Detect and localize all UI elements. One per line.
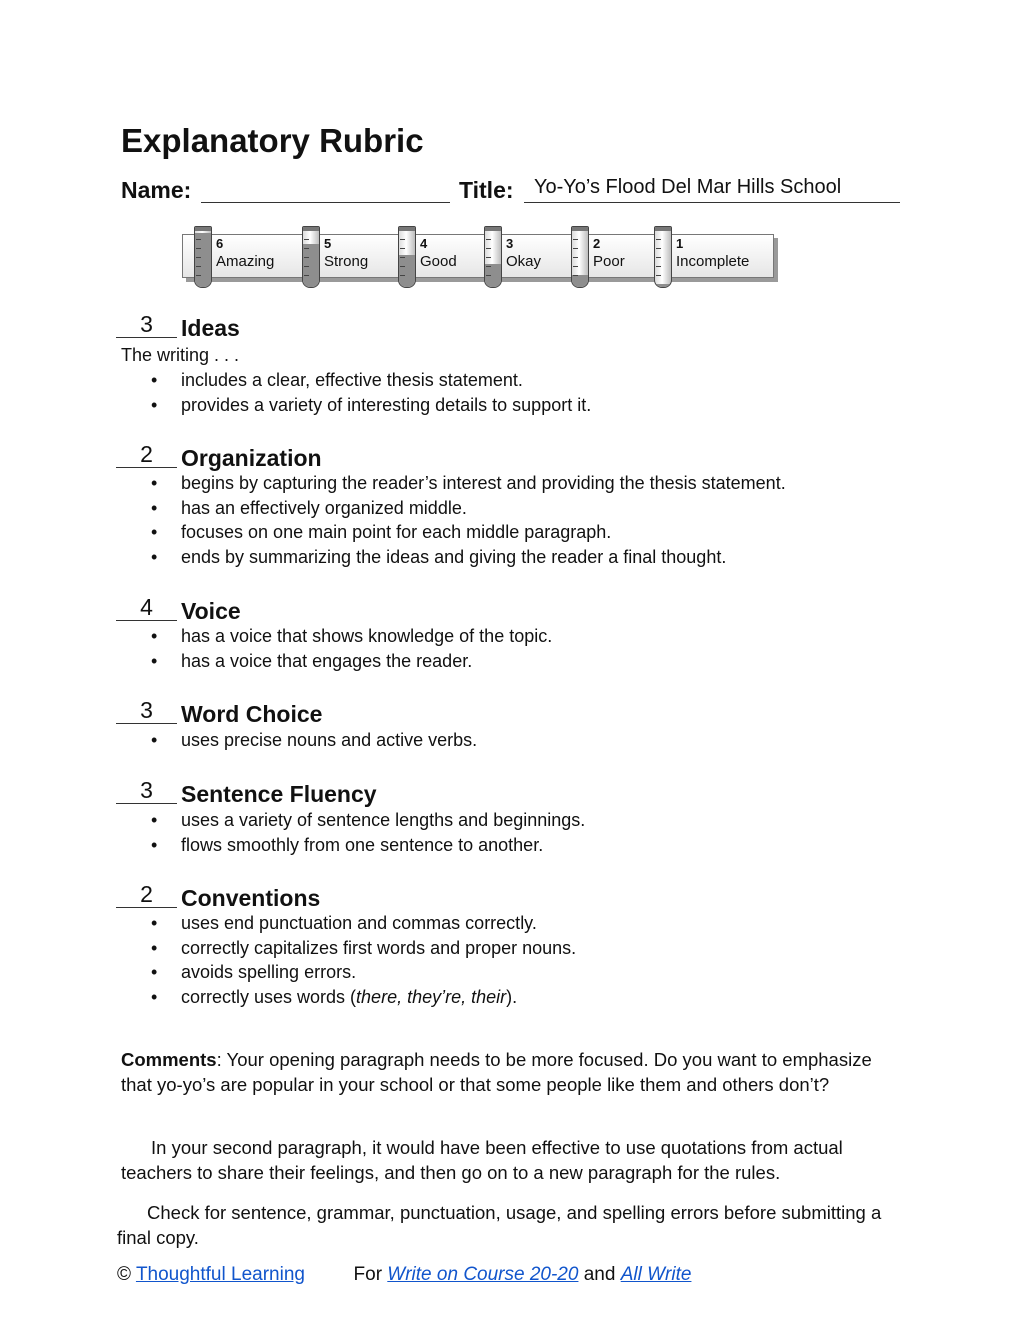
score-field[interactable]: 4 <box>116 594 177 621</box>
rating-word: Poor <box>593 253 625 270</box>
comments-paragraph <box>121 1047 901 1097</box>
copyright-symbol: © <box>117 1264 131 1285</box>
score-field[interactable]: 3 <box>116 697 177 724</box>
rating-number: 6 <box>216 236 224 251</box>
rating-word: Good <box>420 253 457 270</box>
score-field[interactable]: 2 <box>116 441 177 468</box>
section-title: Conventions <box>181 885 321 911</box>
score-field[interactable]: 3 <box>116 777 177 804</box>
rating-tube-icon <box>654 226 672 288</box>
rating-number: 2 <box>593 236 601 251</box>
criteria-item: • uses a variety of sentence lengths and beginnings. <box>181 808 585 833</box>
section-title: Sentence Fluency <box>181 781 377 807</box>
criteria-list <box>181 471 786 569</box>
name-field[interactable] <box>201 201 450 203</box>
rating-word: Okay <box>506 253 542 270</box>
comments-paragraph-3: Check for sentence, grammar, punctuation, usage, and spelling errors before submitting a final copy. <box>117 1202 882 1248</box>
criteria-item: • uses end punctuation and commas correctly. <box>181 911 576 936</box>
write-on-course-link[interactable]: Write on Course 20-20 <box>387 1264 579 1285</box>
criteria-item: • correctly capitalizes first words and proper nouns. <box>181 936 576 961</box>
comments-text: : Your opening paragraph needs to be more focused. Do you want to emphasize that yo-yo’s are popular in your school or that some people like them and others don’t? <box>121 1049 872 1095</box>
criteria-list <box>181 911 576 1009</box>
rating-tube-icon <box>571 226 589 288</box>
criteria-item: • begins by capturing the reader’s interest and providing the thesis statement. <box>181 471 786 496</box>
criteria-item: • flows smoothly from one sentence to another. <box>181 833 585 858</box>
all-write-link[interactable]: All Write <box>620 1264 692 1285</box>
section-intro: The writing . . . <box>121 345 240 365</box>
criteria-item: • has an effectively organized middle. <box>181 496 786 521</box>
criteria-item: • uses precise nouns and active verbs. <box>181 728 477 753</box>
section-title: Organization <box>181 445 322 471</box>
criteria-item-italic: there, they’re, their <box>356 986 507 1007</box>
criteria-item-suffix: ). <box>506 986 518 1007</box>
criteria-item: • avoids spelling errors. <box>181 960 576 985</box>
rating-number: 3 <box>506 236 514 251</box>
criteria-list <box>181 368 591 417</box>
thoughtful-learning-link[interactable]: Thoughtful Learning <box>135 1264 305 1285</box>
rating-number: 4 <box>420 236 428 251</box>
criteria-item: • ends by summarizing the ideas and giving the reader a final thought. <box>181 545 786 570</box>
section-title: Word Choice <box>181 701 323 727</box>
rating-tube-icon <box>484 226 502 288</box>
score-field[interactable]: 3 <box>116 311 177 338</box>
rating-word: Amazing <box>216 253 275 270</box>
section-title: Voice <box>181 598 241 624</box>
rating-word: Strong <box>324 253 369 270</box>
criteria-item: • includes a clear, effective thesis statement. <box>181 368 591 393</box>
criteria-item: • has a voice that engages the reader. <box>181 649 552 674</box>
criteria-item: • focuses on one main point for each middle paragraph. <box>181 520 786 545</box>
criteria-item-prefix: correctly uses words ( <box>181 986 357 1007</box>
title-value: Yo-Yo’s Flood Del Mar Hills School <box>534 176 842 198</box>
title-label: Title: <box>459 177 514 203</box>
rating-number: 5 <box>324 236 332 251</box>
footer-and-text: and <box>583 1264 616 1285</box>
criteria-list <box>181 624 552 673</box>
rating-tube-icon <box>398 226 416 288</box>
criteria-list <box>181 808 585 857</box>
footer-for-text: For <box>353 1264 383 1285</box>
rating-number: 1 <box>676 236 684 251</box>
comments-paragraph-2: In your second paragraph, it would have been effective to use quotations from actual teachers to share their feelings, and then go on to a new paragraph for the rules. <box>121 1137 843 1183</box>
criteria-item: • provides a variety of interesting details to support it. <box>181 393 591 418</box>
footer <box>117 1264 691 1286</box>
comments-label: Comments <box>121 1049 217 1070</box>
criteria-item: • has a voice that shows knowledge of the topic. <box>181 624 552 649</box>
title-field[interactable] <box>524 201 900 203</box>
rating-word: Incomplete <box>676 253 750 270</box>
criteria-item <box>181 985 576 1010</box>
criteria-list <box>181 728 477 753</box>
score-field[interactable]: 2 <box>116 881 177 908</box>
name-label: Name: <box>121 177 192 203</box>
rating-scale <box>180 226 782 290</box>
page-title: Explanatory Rubric <box>121 122 424 159</box>
section-title: Ideas <box>181 315 240 341</box>
rating-tube-icon <box>194 226 212 288</box>
rating-tube-icon <box>302 226 320 288</box>
